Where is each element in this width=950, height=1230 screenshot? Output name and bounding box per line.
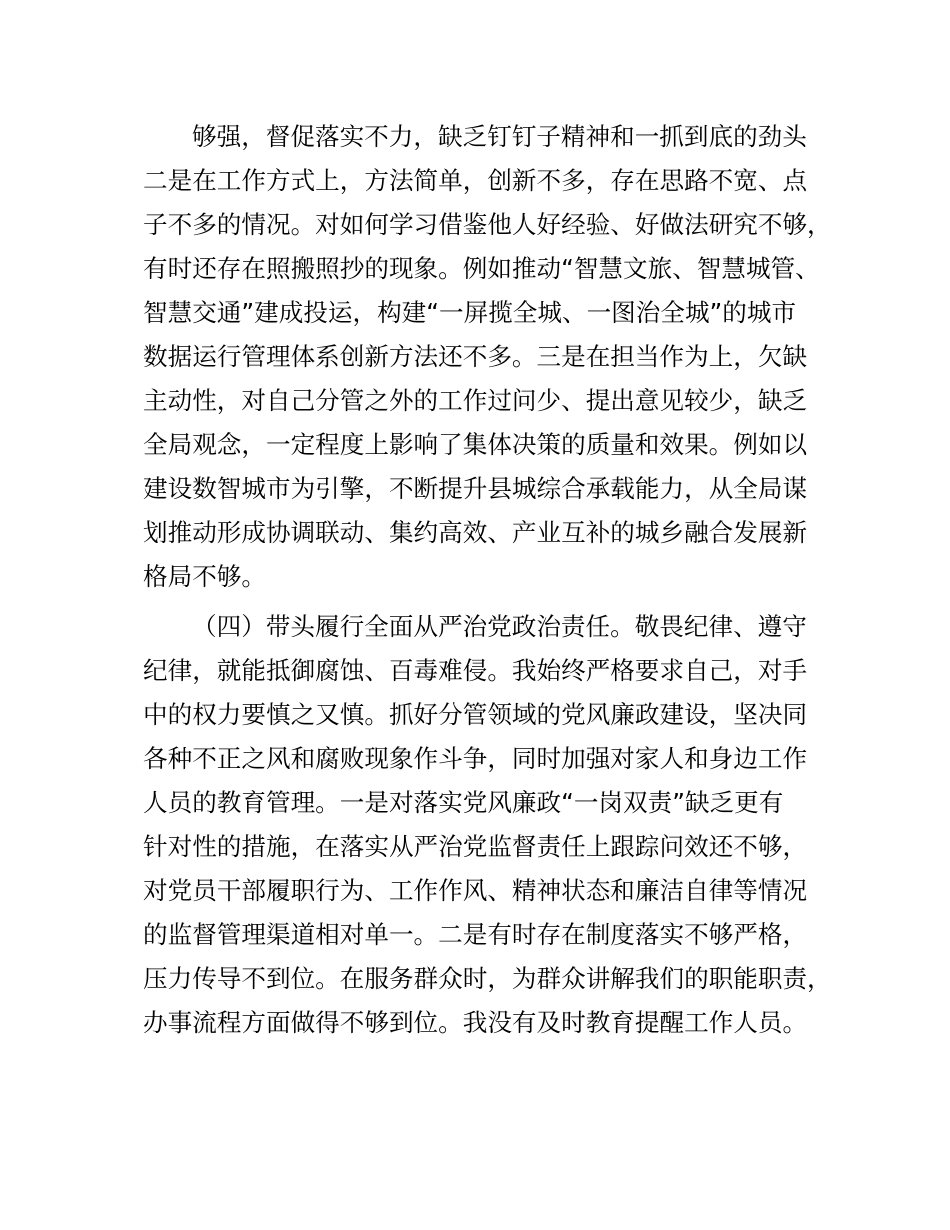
text-line: 人员的教育管理。一是对落实党风廉政“一岗双责”缺乏更有 <box>143 788 784 817</box>
text-line: （四）带头履行全面从严治党政治责任。敬畏纪律、遵守 <box>192 612 807 641</box>
text-line: 二是在工作方式上，方法简单，创新不多，存在思路不宽、点 <box>143 166 808 195</box>
text-line: 格局不够。 <box>143 562 266 591</box>
text-line: 对党员干部履职行为、工作作风、精神状态和廉洁自律等情况 <box>143 876 808 905</box>
text-line: 压力传导不到位。在服务群众时，为群众讲解我们的职能职责， <box>143 964 832 993</box>
text-line: 有时还存在照搬照抄的现象。例如推动“智慧文旅、智慧城管、 <box>143 254 820 283</box>
text-line: 智慧交通”建成投运，构建“一屏揽全城、一图治全城”的城市 <box>143 298 797 327</box>
text-line: 主动性，对自己分管之外的工作过问少、提出意见较少，缺乏 <box>143 386 808 415</box>
text-line: 够强，督促落实不力，缺乏钉钉子精神和一抓到底的劲头 <box>192 122 807 151</box>
text-line: 建设数智城市为引擎，不断提升县城综合承载能力，从全局谋 <box>143 474 808 503</box>
text-line: 办事流程方面做得不够到位。我没有及时教育提醒工作人员。 <box>143 1008 808 1037</box>
text-line: 全局观念，一定程度上影响了集体决策的质量和效果。例如以 <box>143 430 808 459</box>
text-line: 纪律，就能抵御腐蚀、百毒难侵。我始终严格要求自己，对手 <box>143 656 808 685</box>
text-line: 的监督管理渠道相对单一。二是有时存在制度落实不够严格， <box>143 920 808 949</box>
text-line: 子不多的情况。对如何学习借鉴他人好经验、好做法研究不够， <box>143 210 832 239</box>
text-line: 划推动形成协调联动、集约高效、产业互补的城乡融合发展新 <box>143 518 808 547</box>
text-line: 中的权力要慎之又慎。抓好分管领域的党风廉政建设，坚决同 <box>143 700 808 729</box>
text-line: 各种不正之风和腐败现象作斗争，同时加强对家人和身边工作 <box>143 744 808 773</box>
text-line: 针对性的措施，在落实从严治党监督责任上跟踪问效还不够， <box>143 832 808 861</box>
text-line: 数据运行管理体系创新方法还不多。三是在担当作为上，欠缺 <box>143 342 808 371</box>
